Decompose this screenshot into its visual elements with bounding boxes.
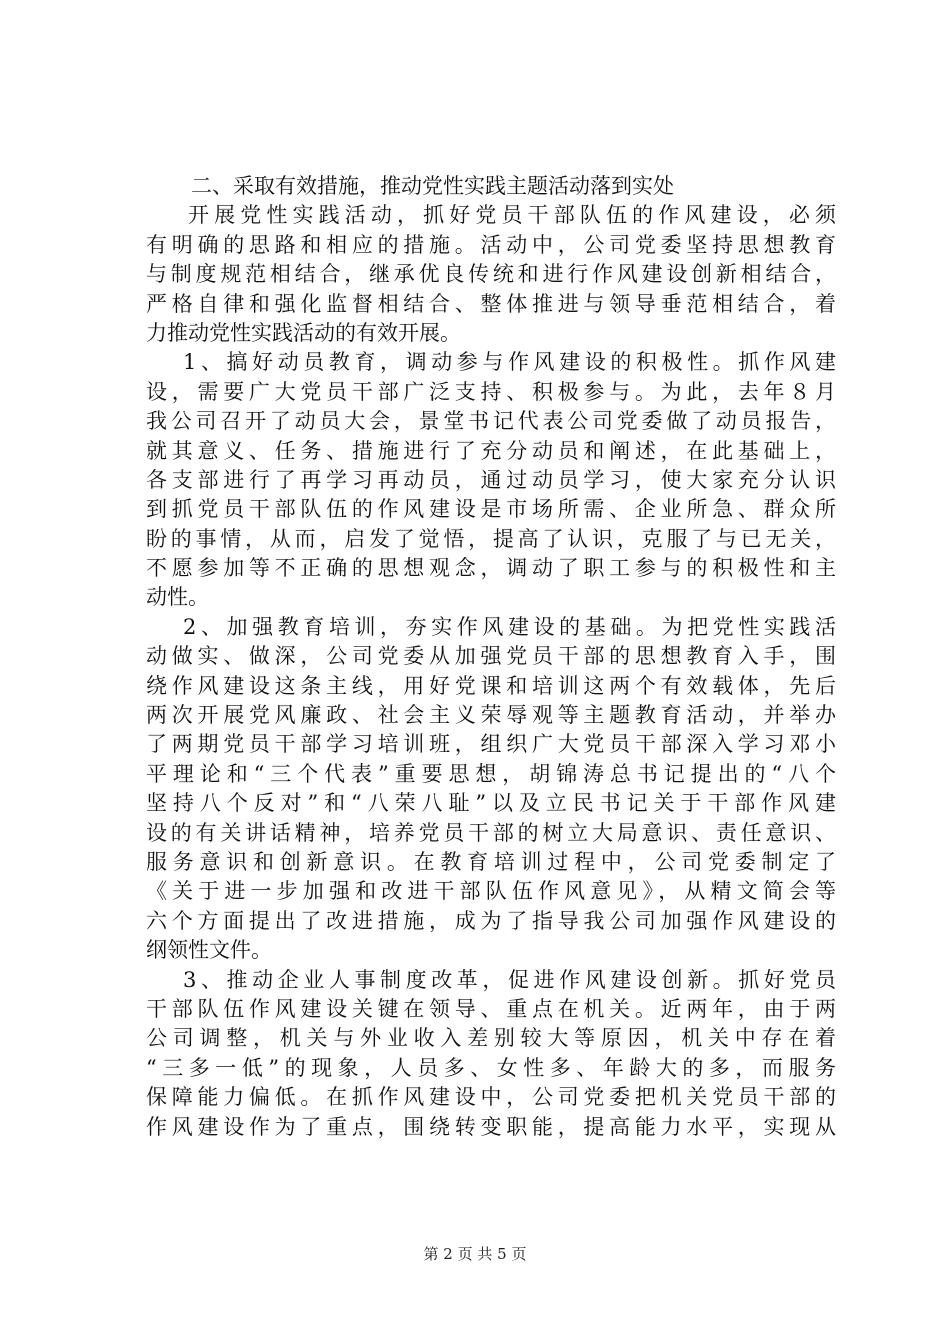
paragraph-line: 有明确的思路和相应的措施。活动中，公司党委坚持思想教育	[146, 232, 836, 257]
paragraph-line: 与制度规范相结合，继承优良传统和进行作风建设创新相结合，	[146, 262, 836, 287]
paragraph-line: 了两期党员干部学习培训班，组织广大党员干部深入学习邓小	[146, 732, 836, 757]
page-footer: 第 2 页 共 5 页	[423, 1245, 527, 1263]
paragraph-line: 公司调整，机关与外业收入差别较大等原因，机关中存在着	[146, 1026, 836, 1051]
section-heading: 二、采取有效措施，推动党性实践主题活动落到实处	[191, 174, 674, 198]
paragraph-line: 绕作风建设这条主线，用好党课和培训这两个有效载体，先后	[146, 673, 836, 698]
paragraph-line: 动性。	[146, 585, 209, 610]
document-body	[146, 172, 836, 1142]
paragraph-line: 作风建设作为了重点，围绕转变职能，提高能力水平，实现从	[146, 1114, 836, 1139]
paragraph-line: 不愿参加等不正确的思想观念，调动了职工参与的积极性和主	[146, 556, 836, 581]
paragraph-line: 平理论和“三个代表”重要思想，胡锦涛总书记提出的“八个	[146, 761, 836, 786]
paragraph-line: 各支部进行了再学习再动员，通过动员学习，使大家充分认识	[146, 467, 836, 492]
paragraph-line: “三多一低”的现象，人员多、女性多、年龄大的多，而服务	[146, 1055, 836, 1080]
paragraph-line: 2、加强教育培训，夯实作风建设的基础。为把党性实践活	[183, 614, 836, 639]
paragraph-line: 两次开展党风廉政、社会主义荣辱观等主题教育活动，并举办	[146, 703, 836, 728]
paragraph-line: 纲领性文件。	[146, 938, 272, 963]
paragraph-line: 六个方面提出了改进措施，成为了指导我公司加强作风建设的	[146, 908, 836, 933]
paragraph-line: 设，需要广大党员干部广泛支持、积极参与。为此，去年８月	[146, 379, 836, 404]
paragraph-line: 坚持八个反对”和“八荣八耻”以及立民书记关于干部作风建	[146, 791, 836, 816]
paragraph-line: 服务意识和创新意识。在教育培训过程中，公司党委制定了	[146, 849, 836, 874]
paragraph-line: 动做实、做深，公司党委从加强党员干部的思想教育入手，围	[146, 644, 836, 669]
paragraph-line: 就其意义、任务、措施进行了充分动员和阐述，在此基础上，	[146, 438, 836, 463]
paragraph-line: 干部队伍作风建设关键在领导、重点在机关。近两年，由于两	[146, 996, 836, 1021]
paragraph-line: 设的有关讲话精神，培养党员干部的树立大局意识、责任意识、	[146, 820, 836, 845]
paragraph-line: 严格自律和强化监督相结合、整体推进与领导垂范相结合，着	[146, 291, 836, 316]
paragraph-line: 《关于进一步加强和改进干部队伍作风意见》，从精文简会等	[146, 879, 836, 904]
paragraph-line: 力推动党性实践活动的有效开展。	[146, 320, 461, 345]
paragraph-line: 开展党性实践活动，抓好党员干部队伍的作风建设，必须	[188, 203, 836, 228]
paragraph-line: 盼的事情，从而，启发了觉悟，提高了认识，克服了与已无关，	[146, 526, 836, 551]
paragraph-line: 3、推动企业人事制度改革，促进作风建设创新。抓好党员	[183, 967, 836, 992]
paragraph-line: 保障能力偏低。在抓作风建设中，公司党委把机关党员干部的	[146, 1085, 836, 1110]
paragraph-line: 我公司召开了动员大会，景堂书记代表公司党委做了动员报告，	[146, 409, 836, 434]
paragraph-line: 1、搞好动员教育，调动参与作风建设的积极性。抓作风建	[183, 350, 836, 375]
paragraph-line: 到抓党员干部队伍的作风建设是市场所需、企业所急、群众所	[146, 497, 836, 522]
